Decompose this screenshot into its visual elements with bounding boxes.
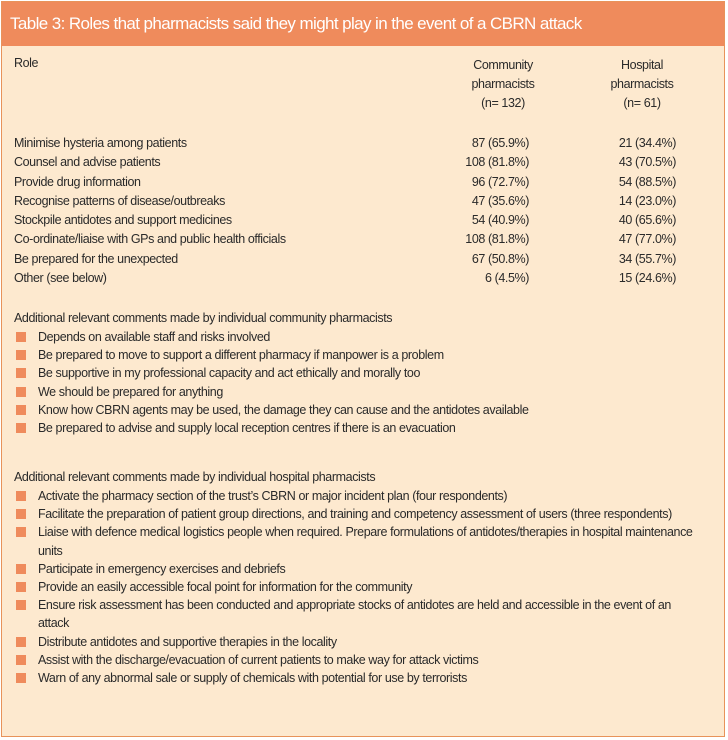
square-bullet-icon [16, 600, 26, 610]
list-item [14, 505, 704, 523]
row-hospital: 54 (88.5%) [618, 174, 676, 189]
row-community: 67 (50.8%) [471, 251, 529, 266]
item-text: Distribute antidotes and supportive therapies in the locality [38, 634, 337, 649]
row-community: 47 (35.6%) [471, 193, 529, 208]
item-text: Facilitate the preparation of patient group directions, and training and competency assessment of users (three respondents) [38, 507, 672, 522]
square-bullet-icon [16, 527, 26, 537]
item-text: Know how CBRN agents may be used, the damage they can cause and the antidotes available [38, 402, 529, 417]
item-text: Depends on available staff and risks involved [38, 330, 270, 344]
list-item [14, 364, 704, 382]
row-label: Stockpile antidotes and support medicines [14, 213, 232, 228]
row-hospital: 40 (65.6%) [618, 213, 676, 228]
row-community: 54 (40.9%) [471, 213, 529, 228]
row-community: 96 (72.7%) [471, 174, 529, 189]
square-bullet-icon [16, 423, 26, 433]
list-item [14, 651, 704, 669]
item-text: We should be prepared for anything [38, 384, 223, 399]
row-label: Minimise hysteria among patients [14, 136, 187, 150]
item-text: Activate the pharmacy section of the trust’s CBRN or major incident plan (four respondents) [38, 489, 508, 503]
row-label: Other (see below) [14, 271, 107, 286]
item-text: Be prepared to advise and supply local reception centres if there is an evacuation [38, 421, 456, 436]
header-hospital-line: (n= 61) [623, 96, 661, 110]
row-hospital: 14 (23.0%) [618, 193, 676, 208]
item-text: Provide an easily accessible focal point for information for the community [38, 580, 413, 595]
square-bullet-icon [16, 491, 26, 501]
row-community: 108 (81.8%) [465, 232, 529, 247]
table-header [2, 56, 724, 120]
row-label: Counsel and advise patients [14, 155, 161, 170]
row-hospital: 47 (77.0%) [618, 232, 676, 247]
list-item [14, 328, 704, 346]
table-row [2, 269, 724, 288]
hospital-comments-heading: Additional relevant comments made by individual hospital pharmacists [14, 470, 376, 484]
square-bullet-icon [16, 405, 26, 415]
item-text: Be supportive in my professional capacity and act ethically and morally too [38, 366, 421, 381]
list-item [14, 523, 704, 559]
table-row [2, 230, 724, 249]
header-community-line: pharmacists [471, 77, 535, 91]
header-community-line: Community [473, 58, 533, 72]
header-community-line: (n= 132) [481, 96, 525, 110]
item-text: Participate in emergency exercises and debriefs [38, 561, 286, 576]
table-row [2, 250, 724, 269]
row-label: Provide drug information [14, 174, 141, 189]
list-item [14, 346, 704, 364]
table-row [2, 211, 724, 230]
list-item [14, 669, 704, 687]
list-item [14, 383, 704, 401]
item-text: Warn of any abnormal sale or supply of chemicals with potential for use by terrorists [38, 671, 467, 686]
square-bullet-icon [16, 655, 26, 665]
header-hospital [592, 56, 692, 113]
square-bullet-icon [16, 673, 26, 683]
row-hospital: 34 (55.7%) [618, 251, 676, 266]
item-text: Be prepared to move to support a different pharmacy if manpower is a problem [38, 348, 444, 363]
table-row [2, 134, 724, 153]
header-community [448, 56, 558, 113]
table-panel [1, 1, 725, 737]
list-item [14, 401, 704, 419]
row-label: Be prepared for the unexpected [14, 251, 178, 266]
list-item [14, 633, 704, 651]
square-bullet-icon [16, 509, 26, 519]
header-hospital-line: Hospital [621, 58, 663, 72]
list-item [14, 487, 704, 505]
table-body [2, 134, 724, 288]
row-hospital: 21 (34.4%) [618, 136, 676, 150]
list-item [14, 419, 704, 437]
row-community: 108 (81.8%) [465, 155, 529, 170]
header-role: Role [14, 56, 39, 70]
square-bullet-icon [16, 350, 26, 360]
header-hospital-line: pharmacists [610, 77, 674, 91]
list-item [14, 578, 704, 596]
row-community: 87 (65.9%) [471, 136, 529, 150]
item-text: Assist with the discharge/evacuation of current patients to make way for attack victims [38, 652, 479, 667]
square-bullet-icon [16, 368, 26, 378]
row-label: Co-ordinate/liaise with GPs and public health officials [14, 232, 286, 247]
square-bullet-icon [16, 387, 26, 397]
table-row [2, 173, 724, 192]
list-item [14, 596, 704, 632]
item-text: Ensure risk assessment has been conducted and appropriate stocks of antidotes are held and accessible in the event of an attack [38, 598, 671, 631]
row-hospital: 15 (24.6%) [618, 271, 676, 286]
hospital-comments [14, 468, 704, 687]
square-bullet-icon [16, 332, 26, 342]
community-comments-heading: Additional relevant comments made by individual community pharmacists [14, 311, 393, 325]
square-bullet-icon [16, 637, 26, 647]
row-hospital: 43 (70.5%) [618, 155, 676, 170]
row-community: 6 (4.5%) [484, 271, 529, 286]
table-title: Table 3: Roles that pharmacists said they might play in the event of a CBRN attack [2, 2, 724, 46]
row-label: Recognise patterns of disease/outbreaks [14, 193, 225, 208]
table-row [2, 192, 724, 211]
list-item [14, 560, 704, 578]
square-bullet-icon [16, 582, 26, 592]
square-bullet-icon [16, 564, 26, 574]
community-comments [14, 309, 704, 437]
table-row [2, 153, 724, 172]
item-text: Liaise with defence medical logistics people when required. Prepare formulations of antidotes/therapies in hospital maintenance units [38, 525, 693, 558]
